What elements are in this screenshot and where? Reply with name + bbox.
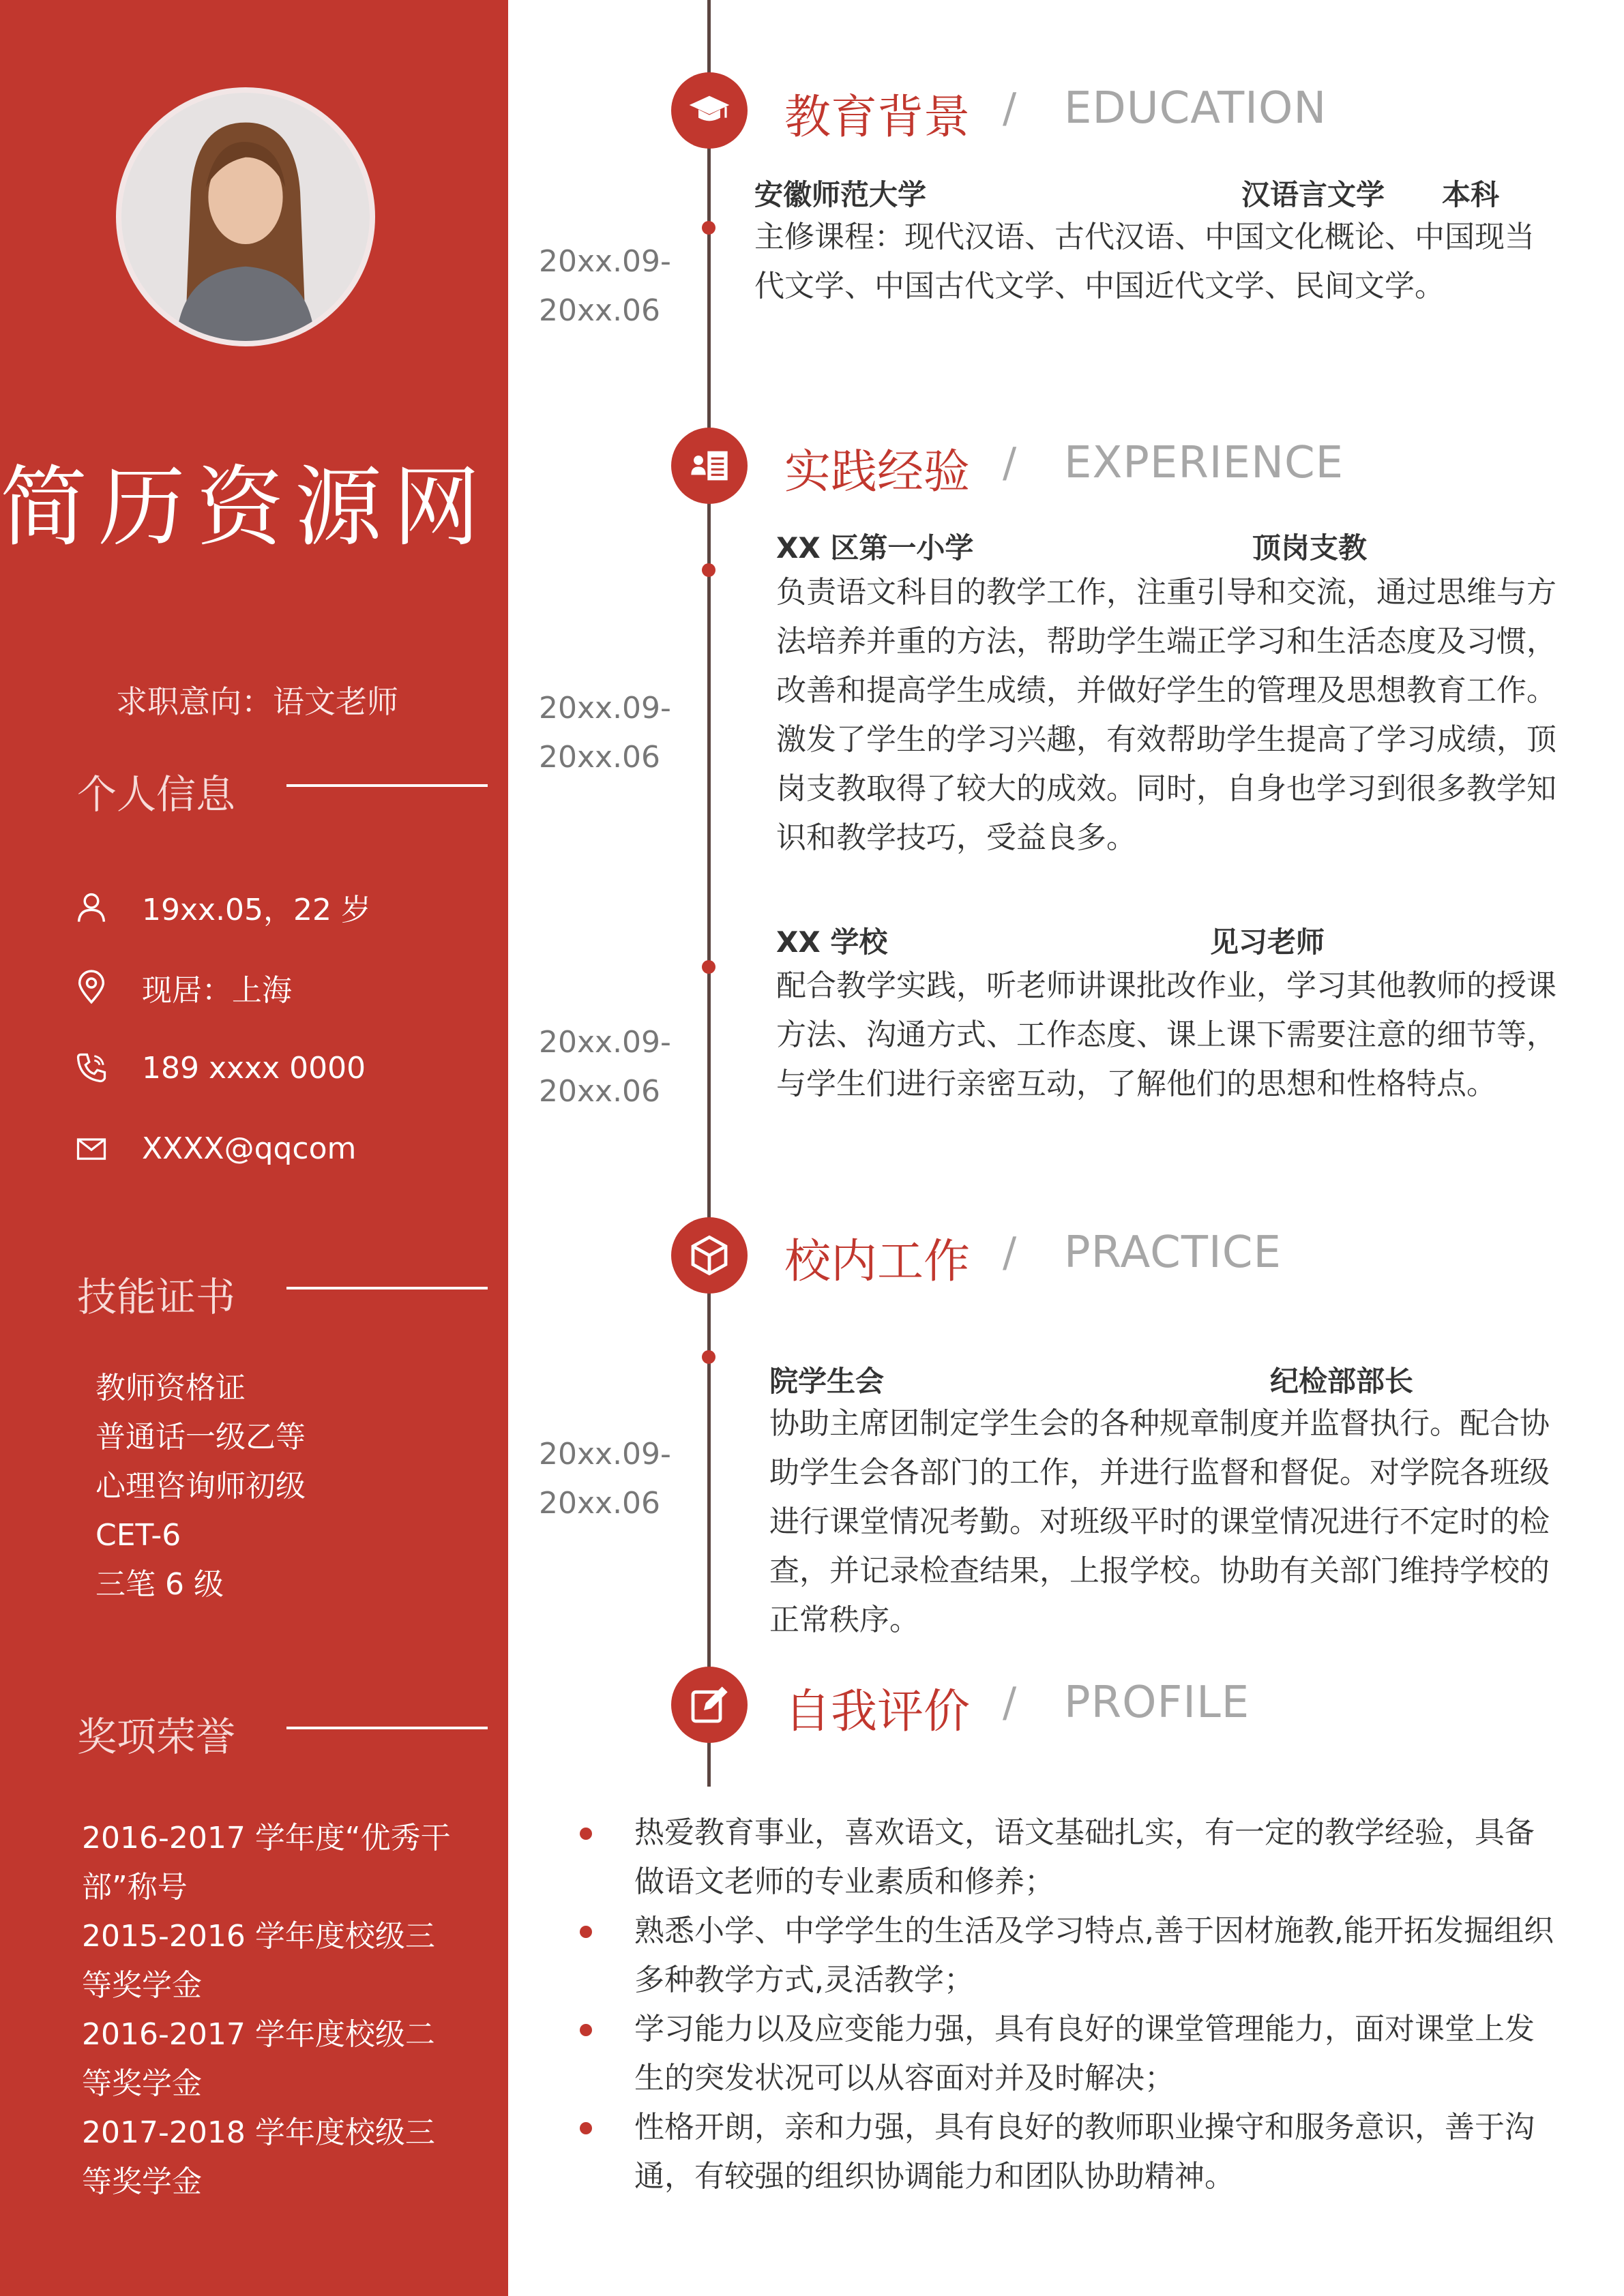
divider bbox=[286, 784, 488, 787]
info-birth bbox=[74, 886, 371, 927]
candidate-name: 简历资源网 bbox=[0, 457, 492, 558]
cube-icon bbox=[688, 1234, 731, 1277]
section-slash: / bbox=[1003, 1229, 1017, 1277]
date-end: 20xx.06 bbox=[539, 293, 661, 328]
practice-title-en: PRACTICE bbox=[1064, 1227, 1282, 1278]
profile-title: 自我评价 bbox=[784, 1685, 971, 1739]
profile-list bbox=[580, 1808, 1562, 2201]
award-item: 2017-2018 学年度校级三等奖学金 bbox=[82, 2115, 435, 2199]
education-title-en: EDUCATION bbox=[1064, 83, 1327, 134]
timeline-dot bbox=[702, 563, 715, 577]
skill-item: 三笔 6 级 bbox=[95, 1567, 224, 1602]
bullet-dot bbox=[580, 1926, 592, 1938]
profile-text: 性格开朗，亲和力强，具有良好的教师职业操守和服务意识，善于沟通，有较强的组织协调能力和团队协助精神。 bbox=[634, 2110, 1535, 2194]
experience-role: 见习老师 bbox=[1210, 925, 1325, 959]
personal-info-heading: 个人信息 bbox=[77, 771, 236, 818]
experience-date bbox=[539, 1018, 671, 1116]
profile-text: 熟悉小学、中学学生的生活及学习特点,善于因材施教,能开拓发掘组织多种教学方式,灵活教学； bbox=[634, 1913, 1554, 1997]
graduation-cap-icon bbox=[688, 89, 731, 132]
practice-date bbox=[539, 1430, 671, 1528]
timeline-line bbox=[707, 0, 711, 1787]
award-item: 2016-2017 学年度校级二等奖学金 bbox=[82, 2017, 435, 2101]
date-start: 20xx.09- bbox=[539, 244, 671, 279]
envelope-icon bbox=[74, 1131, 109, 1166]
divider bbox=[286, 1727, 488, 1729]
skills-list bbox=[95, 1364, 306, 1609]
divider bbox=[286, 1287, 488, 1289]
practice-title: 校内工作 bbox=[784, 1235, 971, 1289]
profile-item bbox=[580, 1907, 1562, 2005]
profile-item bbox=[580, 2005, 1562, 2103]
edit-icon bbox=[688, 1683, 731, 1727]
experience-date bbox=[539, 684, 671, 782]
education-body: 主修课程：现代汉语、古代汉语、中国文化概论、中国现当代文学、中国古代文学、中国近代文学、民间文学。 bbox=[754, 220, 1535, 303]
education-degree: 本科 bbox=[1442, 178, 1500, 211]
user-icon bbox=[74, 889, 109, 925]
date-end: 20xx.06 bbox=[539, 740, 661, 775]
bullet-dot bbox=[580, 2024, 592, 2036]
experience-role: 顶岗支教 bbox=[1252, 531, 1368, 565]
info-phone bbox=[74, 1047, 366, 1088]
timeline-dot bbox=[702, 1350, 715, 1364]
education-date bbox=[539, 237, 671, 336]
practice-role: 纪检部部长 bbox=[1270, 1365, 1414, 1398]
email-text: XXXX@qqcom bbox=[142, 1131, 357, 1166]
section-slash: / bbox=[1003, 439, 1017, 487]
profile-text: 学习能力以及应变能力强，具有良好的课堂管理能力，面对课堂上发生的突发状况可以从容面对并及时解决； bbox=[634, 2012, 1535, 2096]
skills-heading: 技能证书 bbox=[77, 1274, 236, 1320]
profile-title-en: PROFILE bbox=[1064, 1678, 1250, 1728]
info-email bbox=[74, 1128, 356, 1169]
experience-body: 负责语文科目的教学工作，注重引导和交流，通过思维与方法培养并重的方法，帮助学生端正学习和生活态度及习惯，改善和提高学生成绩，并做好学生的管理及思想教育工作。激发了学生的学习兴趣，有效帮助学生提高了学习成绩，顶岗支教取得了较大的成效。同时，自身也学习到很多教学知识和教学技巧，受益良多。 bbox=[776, 575, 1556, 855]
avatar bbox=[116, 87, 375, 346]
id-card-icon bbox=[688, 444, 731, 488]
info-location bbox=[74, 967, 292, 1008]
job-intent: 求职意向：语文老师 bbox=[116, 683, 398, 720]
section-slash: / bbox=[1003, 1679, 1017, 1727]
avatar-photo bbox=[121, 93, 370, 341]
sidebar bbox=[0, 0, 508, 2296]
location-pin-icon bbox=[74, 970, 109, 1005]
bullet-dot bbox=[580, 2122, 592, 2134]
bullet-dot bbox=[580, 1828, 592, 1840]
education-school: 安徽师范大学 bbox=[754, 178, 927, 211]
skill-item: 普通话一级乙等 bbox=[95, 1420, 306, 1455]
awards-list bbox=[82, 1814, 464, 2207]
location-text: 现居：上海 bbox=[142, 973, 292, 1008]
phone-text: 189 xxxx 0000 bbox=[142, 1050, 366, 1086]
experience-body: 配合教学实践，听老师讲课批改作业，学习其他教师的授课方法、沟通方式、工作态度、课上课下需要注意的细节等，与学生们进行亲密互动，了解他们的思想和性格特点。 bbox=[776, 968, 1556, 1101]
profile-item bbox=[580, 2103, 1562, 2201]
practice-org: 院学生会 bbox=[769, 1365, 885, 1398]
awards-heading: 奖项荣誉 bbox=[77, 1714, 236, 1760]
phone-icon bbox=[74, 1050, 109, 1086]
date-start: 20xx.09- bbox=[539, 1025, 671, 1060]
practice-section-icon bbox=[671, 1217, 748, 1294]
timeline-dot bbox=[702, 960, 715, 974]
profile-text: 热爱教育事业，喜欢语文，语文基础扎实，有一定的教学经验，具备做语文老师的专业素质和修养； bbox=[634, 1815, 1535, 1899]
experience-title: 实践经验 bbox=[784, 445, 971, 499]
profile-section-icon bbox=[671, 1667, 748, 1743]
skill-item: 教师资格证 bbox=[95, 1371, 246, 1405]
date-end: 20xx.06 bbox=[539, 1486, 661, 1521]
experience-section-icon bbox=[671, 428, 748, 504]
education-title: 教育背景 bbox=[784, 91, 971, 145]
practice-body: 协助主席团制定学生会的各种规章制度并监督执行。配合协助学生会各部门的工作，并进行监督和督促。对学院各班级进行课堂情况考勤。对班级平时的课堂情况进行不定时的检查，并记录检查结果，上报学校。协助有关部门维持学校的正常秩序。 bbox=[769, 1406, 1550, 1637]
award-item: 2015-2016 学年度校级三等奖学金 bbox=[82, 1919, 435, 2003]
date-end: 20xx.06 bbox=[539, 1074, 661, 1109]
timeline-dot bbox=[702, 221, 715, 235]
education-section-icon bbox=[671, 72, 748, 149]
profile-item bbox=[580, 1808, 1562, 1907]
skill-item: CET-6 bbox=[95, 1518, 181, 1553]
education-major: 汉语言文学 bbox=[1241, 178, 1385, 211]
skill-item: 心理咨询师初级 bbox=[95, 1469, 306, 1504]
birth-text: 19xx.05，22 岁 bbox=[142, 893, 372, 927]
section-slash: / bbox=[1003, 85, 1017, 132]
award-item: 2016-2017 学年度“优秀干部”称号 bbox=[82, 1821, 451, 1905]
experience-title-en: EXPERIENCE bbox=[1064, 438, 1344, 488]
date-start: 20xx.09- bbox=[539, 1437, 671, 1472]
experience-org: XX 区第一小学 bbox=[776, 531, 974, 565]
date-start: 20xx.09- bbox=[539, 691, 671, 726]
experience-org: XX 学校 bbox=[776, 925, 888, 959]
